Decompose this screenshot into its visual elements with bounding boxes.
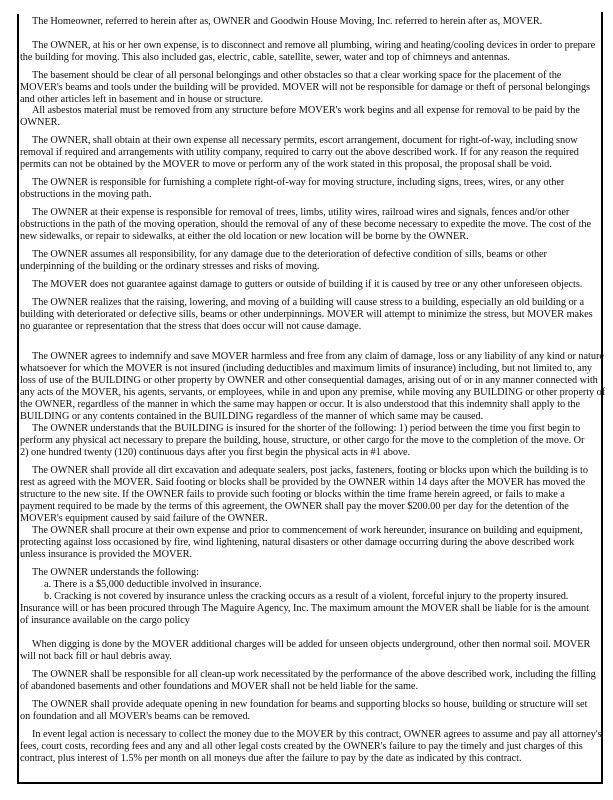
paragraph-line: The Homeowner, referred to herein after as, OWNER and Goodwin House Moving, Inc. referred to herein after as, MOVER. <box>32 16 543 27</box>
page-border-left <box>17 14 19 784</box>
paragraph-line: new sidewalks, or repair to sidewalks, at either the old location or new location will be borne by the OWNER. <box>20 231 469 242</box>
paragraph-line: The OWNER shall provide all dirt excavation and adequate sealers, post jacks, fasteners, footing or blocks upon which the building is to <box>32 465 588 476</box>
paragraph-line: perform any physical act necessary to prepare the building, house, structure, or other cargo for the move to the completion of the move. Or <box>20 435 585 446</box>
paragraph-line: whatsoever for which the MOVER is not insured (including deductibles and maximum limits of insurance) including, but not limited to, any <box>20 363 593 374</box>
paragraph-line: MOVER's equipment caused by said failure of the OWNER. <box>20 513 268 524</box>
paragraph-line: The OWNER shall provide adequate opening in new foundation for beams and supporting blocks so house, building or structure will set <box>32 699 588 710</box>
list-item: b. Cracking is not covered by insurance unless the cracking occurs as a result of a violent, forceful injury to the property insured. <box>44 591 569 602</box>
paragraph-line: and other articles left in basement and in house or structure. <box>20 94 264 105</box>
paragraph-line: of abandoned basements and other foundations and MOVER shall not be held liable for the same. <box>20 681 418 692</box>
list-item: a. There is a $5,000 deductible involved in insurance. <box>44 579 262 590</box>
paragraph-line: The OWNER shall be responsible for all clean-up work necessitated by the performance of the above described work, including the filling <box>32 669 596 680</box>
paragraph-line: Insurance will or has been procured through The Maguire Agency, Inc. The maximum amount the MOVER shall be liable for is the amount <box>20 603 589 614</box>
paragraph-line: The basement should be clear of all personal belongings and other obstacles so that a clear working space for the placement of the <box>32 70 562 81</box>
paragraph-line: loss of use of the BUILDING or other property by OWNER and other consequential damages, arising out of or in any manner connected with <box>20 375 598 386</box>
paragraph-line: The OWNER, shall obtain at their own expense all necessary permits, escort arrangement, document for right-of-way, including snow <box>32 135 578 146</box>
paragraph-line: structure to the new site. If the OWNER fails to provide such footing or blocks within the time frame herein agreed, or fails to make a <box>20 489 565 500</box>
paragraph-line: permits can not be obtained by the MOVER to move or perform any of the work stated in this proposal, the proposal shall be void. <box>20 159 552 170</box>
paragraph-line: obstructions in the moving path. <box>20 189 152 200</box>
paragraph-line: In event legal action is necessary to collect the money due to the MOVER by this contract, OWNER agrees to assume and pay all attorney's <box>32 729 602 740</box>
paragraph-line: payment required to be made by the terms of this agreement, the OWNER shall pay the mover $200.00 per day for the detention of the <box>20 501 569 512</box>
paragraph-line: The OWNER shall procure at their own expense and prior to commencement of work hereunder, insurance on building and equipment, <box>32 525 583 536</box>
paragraph-line: fees, court costs, recording fees and any and all other legal costs created by the OWNER's failure to pay the timely and just charges of this <box>20 741 583 752</box>
paragraph-line: The OWNER assumes all responsibility, for any damage due to the deterioration of defective condition of sills, beams or other <box>32 249 547 260</box>
paragraph-line: All asbestos material must be removed from any structure before MOVER's work begins and all expense for removal to be paid by the <box>32 105 580 116</box>
paragraph-line: The MOVER does not guarantee against damage to gutters or outside of building if it is caused by tree or any other unforeseen objects. <box>32 279 583 290</box>
paragraph-line: underpinning of the building or the ordinary stresses and risks of moving. <box>20 261 320 272</box>
paragraph-line: The OWNER agrees to indemnify and save MOVER harmless and free from any claim of damage, loss or any liability of any kind or nature <box>32 351 604 362</box>
paragraph-line: the building for moving. This also included gas, electric, cable, satellite, sewer, water and top of chimneys and antennas. <box>20 52 510 63</box>
paragraph-line: When digging is done by the MOVER additional charges will be added for unseen objects underground, other then normal soil. MOVER <box>32 639 591 650</box>
paragraph-line: unless insurance is provided the MOVER. <box>20 549 192 560</box>
paragraph-line: The OWNER, at his or her own expense, is to disconnect and remove all plumbing, wiring and heating/cooling devices in order to prepare <box>32 40 596 51</box>
paragraph-line: of insurance available on the cargo policy <box>20 615 190 626</box>
paragraph-line: OWNER. <box>20 117 61 128</box>
paragraph-line: The OWNER realizes that the raising, lowering, and moving of a building will cause stress to a building, especially an old building or a <box>32 297 584 308</box>
paragraph-line: BUILDING or any contents contained in the BUILDING regardless of the manner of which same may be caused. <box>20 411 484 422</box>
paragraph-line: on foundation and all MOVER's beams can be removed. <box>20 711 251 722</box>
paragraph-line: The OWNER understands that the BUILDING is insured for the shorter of the following: 1) period between the time you first begin to <box>32 423 581 434</box>
paragraph-line: contract, plus interest of 1.5% per month on all moneys due after the failure to pay by the date as indicated by this contract. <box>20 753 522 764</box>
paragraph-line: 2) one hundred twenty (120) continuous days after you first begin the physical acts in #1 above. <box>20 447 411 458</box>
paragraph-line: The OWNER at their expense is responsible for removal of trees, limbs, utility wires, railroad wires and signals, fences and/or other <box>32 207 570 218</box>
paragraph-line: protecting against loss occasioned by fire, wind lightening, natural disasters or other damage occurring during the above described work <box>20 537 575 548</box>
paragraph-line: building with deteriorated or defective sills, beams or other underpinnings. MOVER will attempt to minimize the stress, but MOVER makes <box>20 309 593 320</box>
paragraph-line: MOVER's beams and tools under the building will be provided. MOVER will not be responsible for damage or theft of personal belongings <box>20 82 591 93</box>
paragraph-line: The OWNER is responsible for furnishing a complete right-of-way for moving structure, including signs, trees, wires, or any other <box>32 177 565 188</box>
page-border-bottom <box>17 782 603 784</box>
paragraph-line: rest as agreed with the MOVER. Said footing or blocks shall be provided by the OWNER within 14 days after the MOVER has moved the <box>20 477 586 488</box>
paragraph-line: will not back fill or haul debris away. <box>20 651 172 662</box>
paragraph-line: The OWNER understands the following: <box>32 567 199 578</box>
paragraph-line: removal if required and arrangements with utility company, required to carry out the above described work. If for any reason the required <box>20 147 579 158</box>
paragraph-line: no guarantee or representation that the stress that does occur will not cause damage. <box>20 321 362 332</box>
paragraph-line: any acts of the MOVER, his agents, servants, or employees, while in and upon any premise, while moving any BUILDING or other property of <box>20 387 606 398</box>
paragraph-line: obstructions in the path of the moving operation, should the removal of any of these become necessary to expedite the move. The cost of the <box>20 219 592 230</box>
paragraph-line: the OWNER, regardless of the manner in which the same may happen or occur. It is also understood that this indemnity shall apply to the <box>20 399 581 410</box>
